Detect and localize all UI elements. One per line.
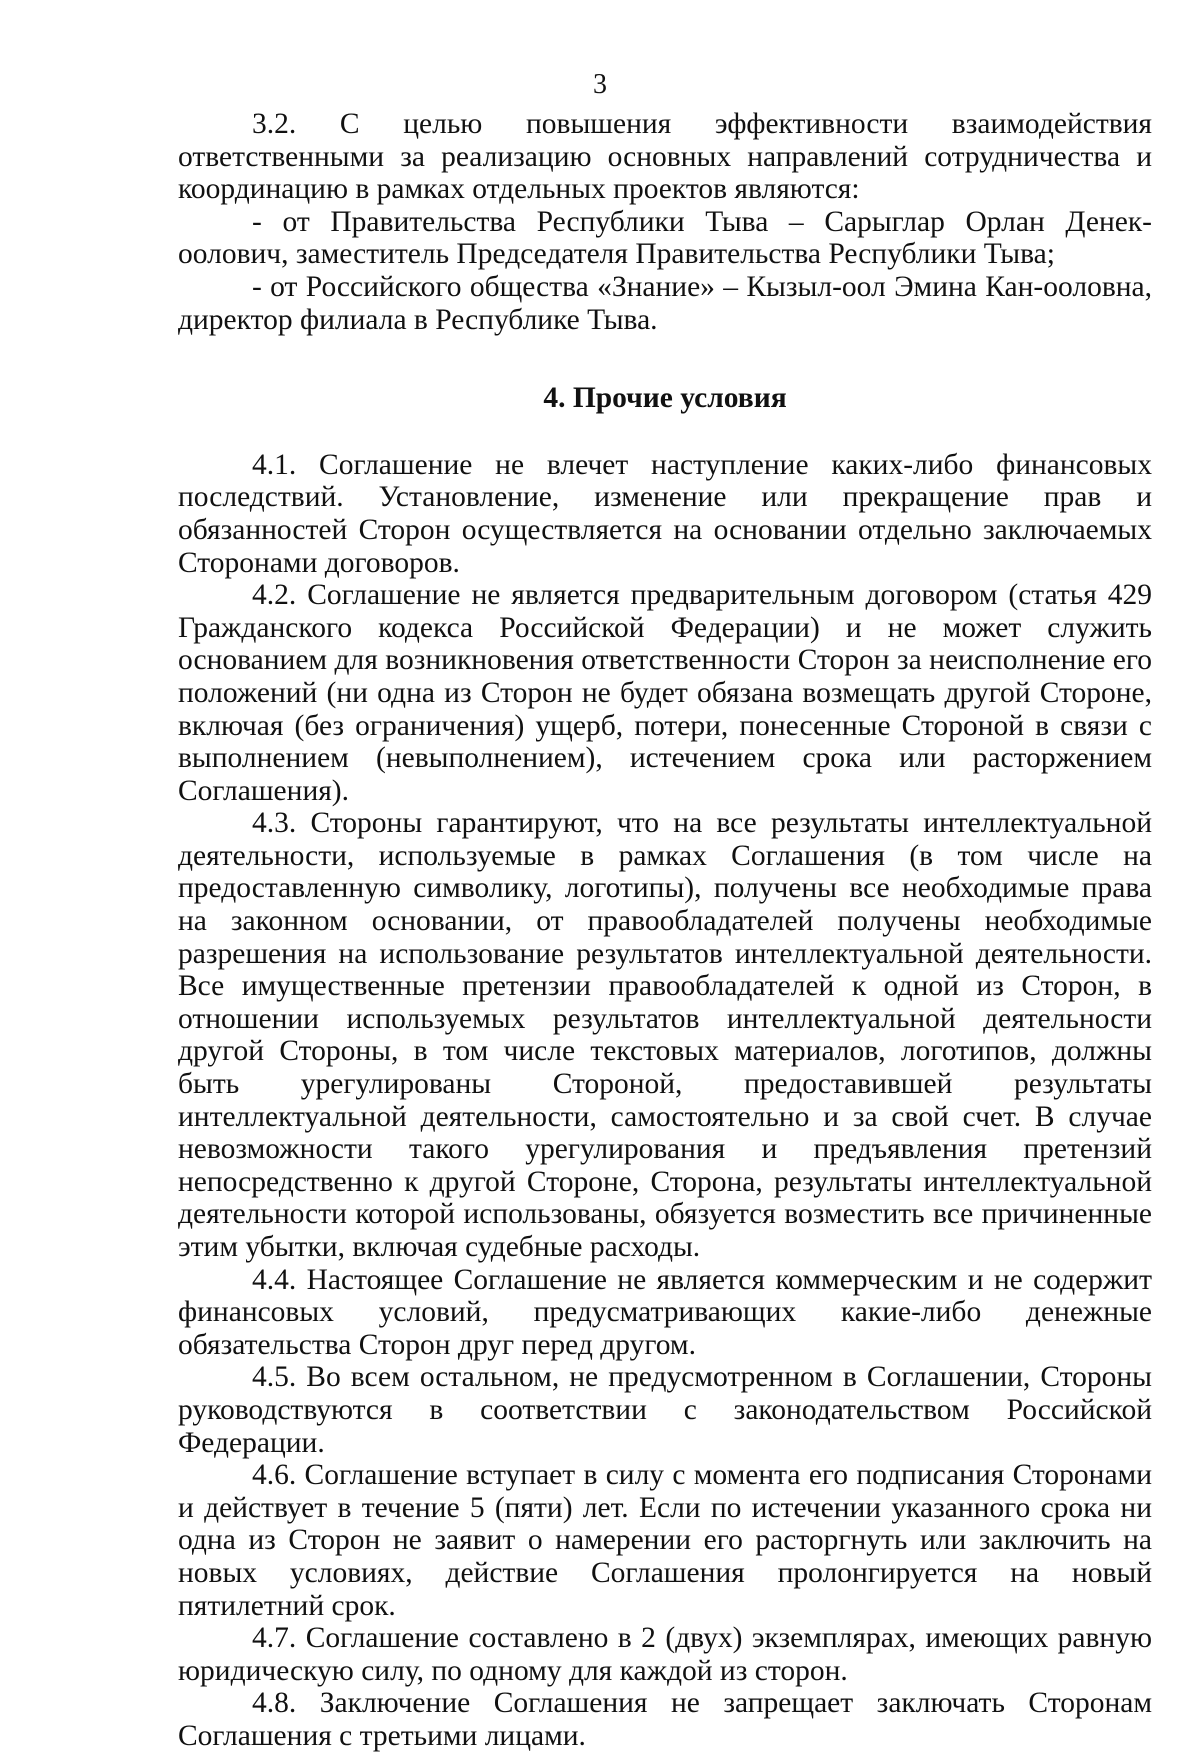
representative-government: - от Правительства Республики Тыва – Сарыглар Орлан Денек-оолович, заместитель Председателя Правительства Республики Тыва; [178, 205, 1152, 271]
page-number: 3 [593, 69, 607, 100]
clause-4-8: 4.8. Заключение Соглашения не запрещает заключать Сторонам Соглашения с третьими лицами. [178, 1687, 1152, 1752]
clause-4-6: 4.6. Соглашение вступает в силу с момента его подписания Сторонами и действует в течение 5 (пяти) лет. Если по истечении указанного срока ни одна из Сторон не заявит о намерении его расторгнуть или заключить на новых условиях, действие Соглашения пролонгируется на новый пятилетний срок. [178, 1459, 1152, 1622]
clause-4-7: 4.7. Соглашение составлено в 2 (двух) экземплярах, имеющих равную юридическую силу, по одному для каждой из сторон. [178, 1622, 1152, 1687]
section-4-heading: 4. Прочие условия [543, 382, 787, 415]
clause-4-5: 4.5. Во всем остальном, не предусмотренном в Соглашении, Стороны руководствуются в соответствии с законодательством Российской Федерации. [178, 1361, 1152, 1459]
representative-society: - от Российского общества «Знание» – Кызыл-оол Эмина Кан-ооловна, директор филиала в Республике Тыва. [178, 270, 1152, 336]
clause-4-3: 4.3. Стороны гарантируют, что на все результаты интеллектуальной деятельности, используемые в рамках Соглашения (в том числе на предоставленную символику, логотипы), получены все необходимые права на законном основании, от правообладателей получены необходимые разрешения на использование результатов интеллектуальной деятельности. Все имущественные претензии правообладателей к одной из Сторон, в отношении используемых результатов интеллектуальной деятельности другой Стороны, в том числе текстовых материалов, логотипов, должны быть урегулированы Стороной, предоставившей результаты интеллектуальной деятельности, самостоятельно и за свой счет. В случае невозможности такого урегулирования и предъявления претензий непосредственно к другой Стороне, Сторона, результаты интеллектуальной деятельности которой использованы, обязуется возместить все причиненные этим убытки, включая судебные расходы. [178, 807, 1152, 1263]
document-body [178, 108, 1152, 1753]
clause-4-2: 4.2. Соглашение не является предварительным договором (статья 429 Гражданского кодекса Российской Федерации) и не может служить основанием для возникновения ответственности Сторон за неисполнение его положений (ни одна из Сторон не будет обязана возмещать другой Стороне, включая (без ограничения) ущерб, потери, понесенные Стороной в связи с выполнением (невыполнением), истечением срока или расторжением Соглашения). [178, 579, 1152, 807]
clause-3-2: 3.2. С целью повышения эффективности взаимодействия ответственными за реализацию основных направлений сотрудничества и координацию в рамках отдельных проектов являются: [178, 108, 1152, 206]
clause-4-4: 4.4. Настоящее Соглашение не является коммерческим и не содержит финансовых условий, предусматривающих какие-либо денежные обязательства Сторон друг перед другом. [178, 1263, 1152, 1361]
clause-4-1: 4.1. Соглашение не влечет наступление каких-либо финансовых последствий. Установление, изменение или прекращение прав и обязанностей Сторон осуществляется на основании отдельно заключаемых Сторонами договоров. [178, 448, 1152, 579]
